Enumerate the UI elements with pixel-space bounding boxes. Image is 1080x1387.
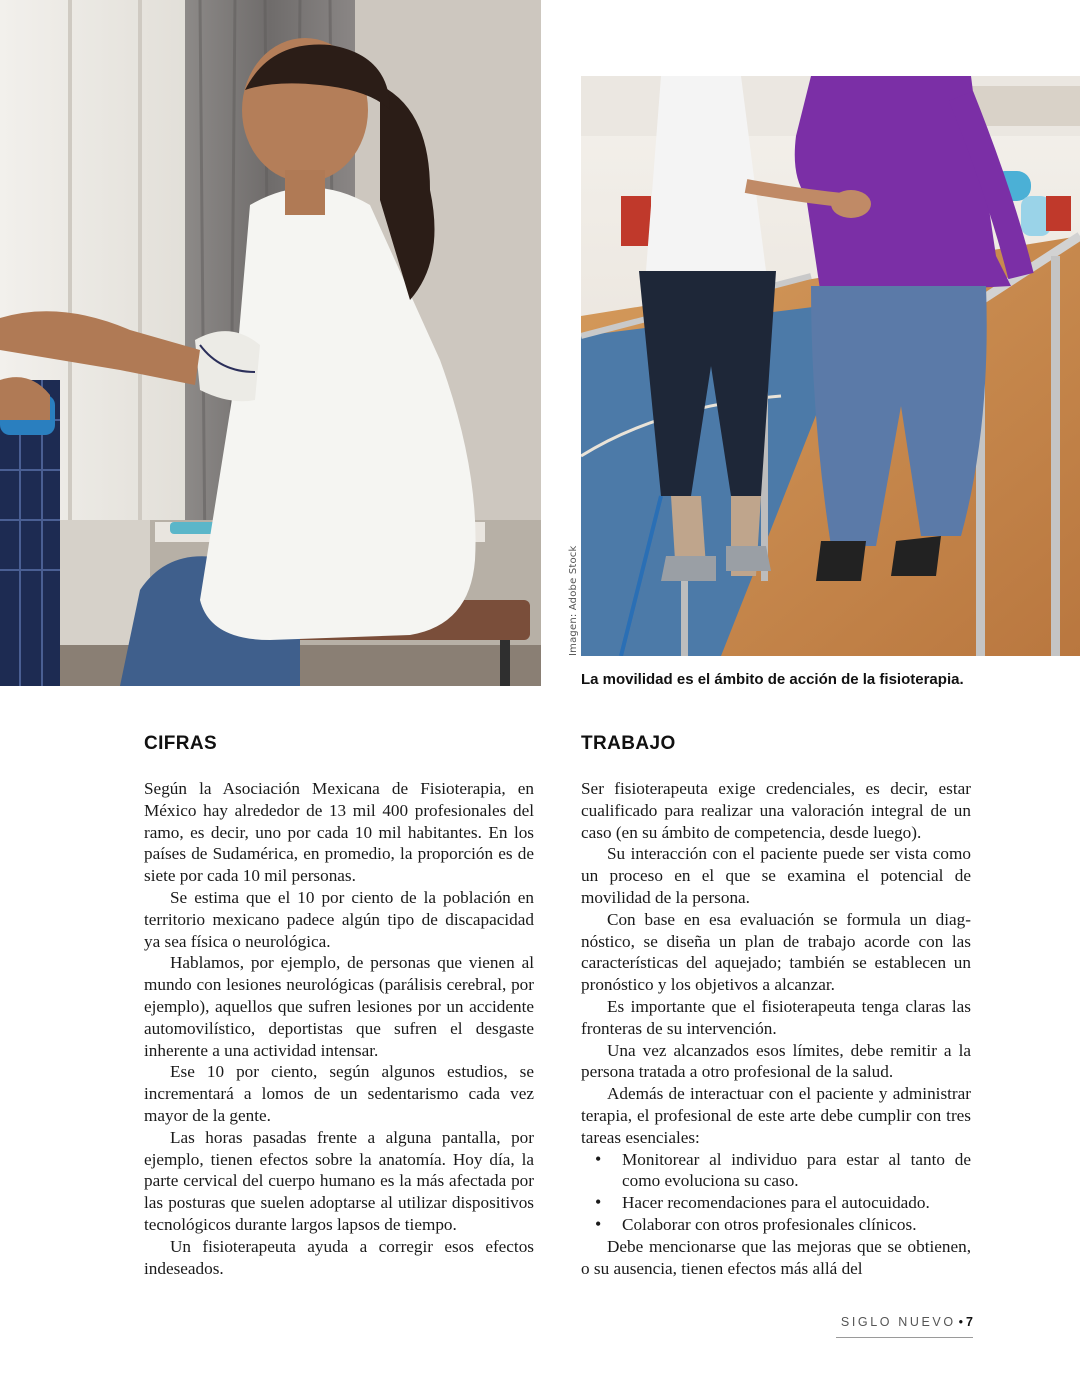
paragraph: Además de interactuar con el paciente y administrar terapia, el profesional de este arte debe cumplir con tres tareas esenciales:	[581, 1084, 971, 1147]
list-item: • Colaborar con otros profesionales clínicos.	[581, 1214, 971, 1236]
paragraph: Hablamos, por ejemplo, de personas que vienen al mundo con lesiones neurológicas (parálisis cerebral, por ejemplo), aquellos que sufren lesiones por un accidente automovilístico, deportistas que sufren el desgaste inherente a una actividad intensar.	[144, 953, 534, 1060]
footer-separator: •	[958, 1315, 964, 1329]
section-title-cifras: CIFRAS	[144, 733, 218, 754]
paragraph: Un fisioterapeuta ayuda a corregir esos efectos indeseados.	[144, 1236, 534, 1278]
section-title-trabajo: TRABAJO	[581, 733, 676, 754]
column-cifras	[144, 778, 534, 1279]
photo-parallel-bars	[581, 76, 1080, 656]
paragraph: Con base en esa evaluación se formula un diagnóstico, se diseña un plan de trabajo acorde con las características del aquejado; también se establecen un pronóstico y los objetivos a alcanzar.	[581, 909, 971, 995]
column-trabajo	[581, 778, 971, 1279]
task-list	[581, 1149, 971, 1236]
paragraph: Las horas pasadas frente a alguna pantalla, por ejemplo, tienen efectos sobre la anatomía. Hoy día, la parte cervical del cuerpo humano es la más afectada por las posturas que suelen adoptarse al utilizar dispositivos tecnológicos durante largos lapsos de tiempo.	[144, 1127, 534, 1234]
paragraph: Una vez alcanzados esos límites, debe remitir a la persona tratada a otro profesional de la salud.	[581, 1040, 971, 1082]
paragraph: Se estima que el 10 por ciento de la población en territorio mexicano padece algún tipo de discapacidad ya sea física o neurológica.	[144, 887, 534, 951]
page-number: 7	[966, 1315, 973, 1329]
paragraph: Ser fisioterapeuta exige credenciales, es decir, estar cualificado para realizar una valoración integral de un caso (en su ámbito de competencia, desde luego).	[581, 779, 971, 842]
paragraph: Según la Asociación Mexicana de Fisioterapia, en México hay alrededor de 13 mil 400 profesionales del ramo, es decir, uno por cada 10 mil habitantes. En los países de Sudamérica, en promedio, la proporción es de siete por cada 10 mil personas.	[144, 779, 534, 886]
photo-credit: Imagen: Adobe Stock	[568, 545, 579, 656]
paragraph: Su interacción con el paciente puede ser vista como un proceso en el que se examina el potencial de movilidad de la persona.	[581, 844, 971, 907]
list-item: • Hacer recomendaciones para el autocuidado.	[581, 1192, 971, 1214]
paragraph: Debe mencionarse que las mejoras que se obtienen, o su ausencia, tienen efectos más allá del	[581, 1236, 971, 1278]
page-footer	[836, 1315, 973, 1329]
photo-caption: La movilidad es el ámbito de acción de la fisioterapia.	[581, 671, 964, 688]
list-item: • Monitorear al individuo para estar al tanto de como evoluciona su caso.	[581, 1149, 971, 1193]
footer-rule	[836, 1337, 973, 1338]
photo-physiotherapist	[0, 0, 541, 686]
paragraph: Es importante que el fisioterapeuta tenga claras las fronteras de su intervención.	[581, 996, 971, 1038]
paragraph: Ese 10 por ciento, según algunos estudios, se incrementará a lomos de un sedentarismo cada vez mayor de la gente.	[144, 1062, 534, 1125]
magazine-name: SIGLO NUEVO	[840, 1315, 956, 1329]
